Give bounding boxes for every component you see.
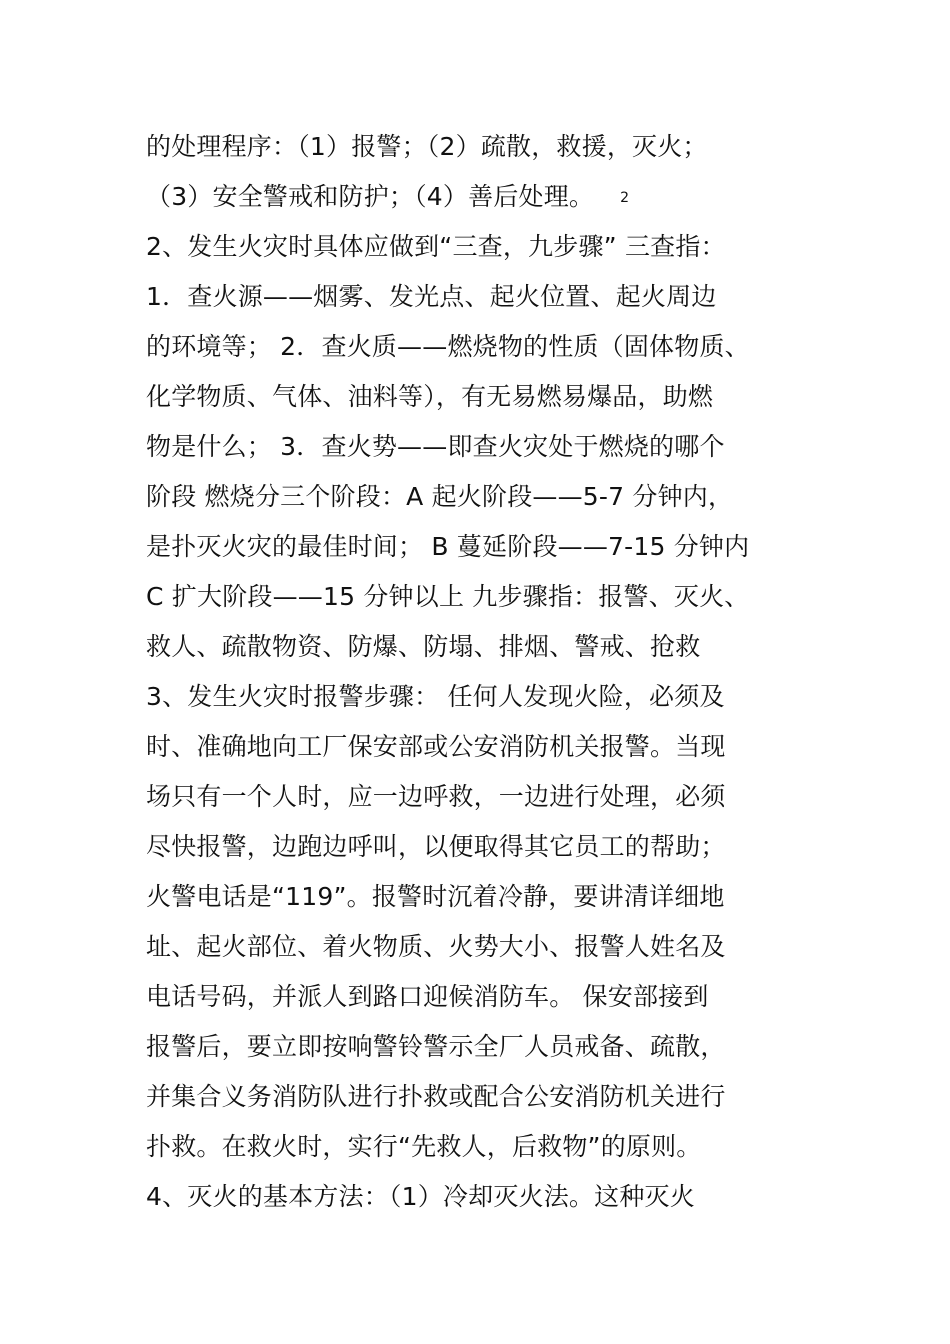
text-line-content: （3）安全警戒和防护；（4）善后处理。 (146, 182, 595, 211)
text-line: 的处理程序：（1）报警；（2）疏散，救援，灭火； (146, 132, 708, 161)
text-line: 尽快报警，边跑边呼叫，以便取得其它员工的帮助； (146, 832, 726, 861)
text-line: 扑救。在救火时，实行“先救人，后救物”的原则。 (146, 1132, 702, 1161)
text-line: 电话号码，并派人到路口迎候消防车。 保安部接到 (146, 982, 709, 1011)
text-line: 的环境等； 2．查火质——燃烧物的性质（固体物质、 (146, 332, 750, 361)
text-line: 阶段 燃烧分三个阶段：A 起火阶段——5-7 分钟内， (146, 482, 734, 511)
text-line: 4、灭火的基本方法：（1）冷却灭火法。这种灭火 (146, 1182, 695, 1211)
text-line: 2、发生火灾时具体应做到“三查，九步骤” 三查指： (146, 232, 726, 261)
text-line: 报警后，要立即按响警铃警示全厂人员戒备、疏散， (146, 1032, 726, 1061)
text-line: 时、准确地向工厂保安部或公安消防机关报警。当现 (146, 732, 726, 761)
text-line: 救人、疏散物资、防爆、防塌、排烟、警戒、抢救 (146, 632, 701, 661)
text-line: 并集合义务消防队进行扑救或配合公安消防机关进行 (146, 1082, 726, 1111)
document-body (146, 122, 836, 1222)
text-line: C 扩大阶段——15 分钟以上 九步骤指：报警、灭火、 (146, 582, 750, 611)
text-line (146, 172, 836, 222)
text-line: 是扑灭火灾的最佳时间； B 蔓延阶段——7-15 分钟内 (146, 532, 750, 561)
text-line: 化学物质、气体、油料等），有无易燃易爆品，助燃 (146, 382, 714, 411)
text-line: 1．查火源——烟雾、发光点、起火位置、起火周边 (146, 282, 717, 311)
text-line: 3、发生火灾时报警步骤： 任何人发现火险，必须及 (146, 682, 725, 711)
text-line: 火警电话是“119”。报警时沉着冷静，要讲清详细地 (146, 882, 725, 911)
text-line: 物是什么； 3．查火势——即查火灾处于燃烧的哪个 (146, 432, 725, 461)
page-marker: 2 (620, 190, 630, 206)
text-line: 场只有一个人时，应一边呼救，一边进行处理，必须 (146, 782, 726, 811)
text-line: 址、起火部位、着火物质、火势大小、报警人姓名及 (146, 932, 726, 961)
